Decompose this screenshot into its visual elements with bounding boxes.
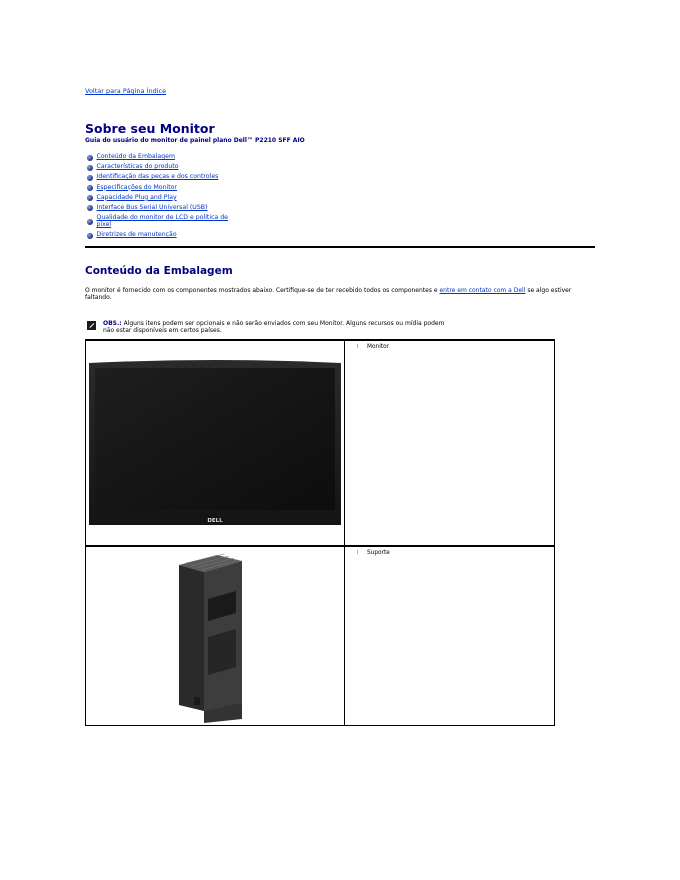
toc-link-features[interactable]: Características do produto (96, 163, 179, 171)
stand-image (86, 547, 344, 725)
bullet-icon (87, 233, 93, 239)
back-to-index-link[interactable]: Voltar para Página Índice (85, 87, 167, 95)
stand-illustration (86, 547, 344, 725)
bullet-icon (87, 205, 93, 211)
page-subtitle: Guia do usuário do monitor de painel plano Dell™ P2210 SFF AIO (85, 137, 305, 144)
monitor-image-cell (86, 340, 345, 546)
toc-link-package-contents[interactable]: Conteúdo da Embalagem (96, 153, 175, 160)
monitor-illustration (86, 341, 344, 545)
list-item (357, 344, 554, 350)
list-item (357, 550, 554, 556)
stand-image-cell (86, 546, 345, 726)
dell-logo: DELL (207, 518, 223, 524)
note-label: OBS.: (103, 320, 122, 327)
page-title: Sobre seu Monitor (85, 121, 215, 136)
table-row (86, 340, 555, 546)
note-body: Alguns itens podem ser opcionais e não serão enviados com seu Monitor. Alguns recursos ou mídia podem não estar disponíveis em certos países. (103, 320, 445, 335)
bullet-icon: l (357, 344, 359, 350)
section-title: Conteúdo da Embalagem (85, 265, 233, 277)
bullet-icon (87, 165, 93, 171)
toc-item (87, 232, 232, 239)
toc-item (87, 164, 232, 171)
toc-item (87, 154, 232, 161)
toc-link-usb[interactable]: Interface Bus Serial Universal (USB) (96, 203, 208, 211)
toc-item (87, 174, 232, 181)
note-text (103, 320, 457, 334)
intro-text-after: se algo estiver faltando. (85, 287, 572, 302)
monitor-label-cell (345, 340, 555, 546)
toc-link-lcd-pixel-policy[interactable]: Qualidade do monitor de LCD e política de pixel (96, 214, 228, 228)
section-intro (85, 287, 585, 302)
intro-text-before: O monitor é fornecido com os componentes mostrados abaixo. Certifique-se de ter recebido todos os componentes e (85, 287, 440, 294)
monitor-label: Monitor (367, 344, 390, 350)
bullet-icon (87, 195, 93, 201)
section-divider (85, 246, 595, 248)
table-row (86, 546, 555, 726)
note-box (87, 320, 457, 334)
toc-item (87, 195, 232, 202)
bullet-icon (87, 175, 93, 181)
toc-item (87, 185, 232, 192)
contact-dell-link[interactable]: entre em contato com a Dell (439, 287, 526, 294)
bullet-icon: l (357, 550, 359, 556)
stand-label-cell (345, 546, 555, 726)
bullet-icon (87, 155, 93, 161)
bullet-icon (87, 185, 93, 191)
stand-label: Suporte (367, 550, 390, 556)
toc-item (87, 215, 232, 229)
toc-link-specifications[interactable]: Especificações do Monitor (96, 183, 177, 191)
monitor-image (86, 341, 344, 545)
toc-link-maintenance[interactable]: Diretrizes de manutenção (96, 231, 177, 239)
package-contents-table (85, 339, 555, 726)
toc-link-plug-and-play[interactable]: Capacidade Plug and Play (96, 193, 177, 201)
table-of-contents (87, 154, 232, 242)
toc-item (87, 205, 232, 212)
bullet-icon (87, 219, 93, 225)
pencil-note-icon (87, 321, 96, 330)
toc-link-parts-controls[interactable]: Identificação das peças e dos controles (96, 173, 219, 181)
